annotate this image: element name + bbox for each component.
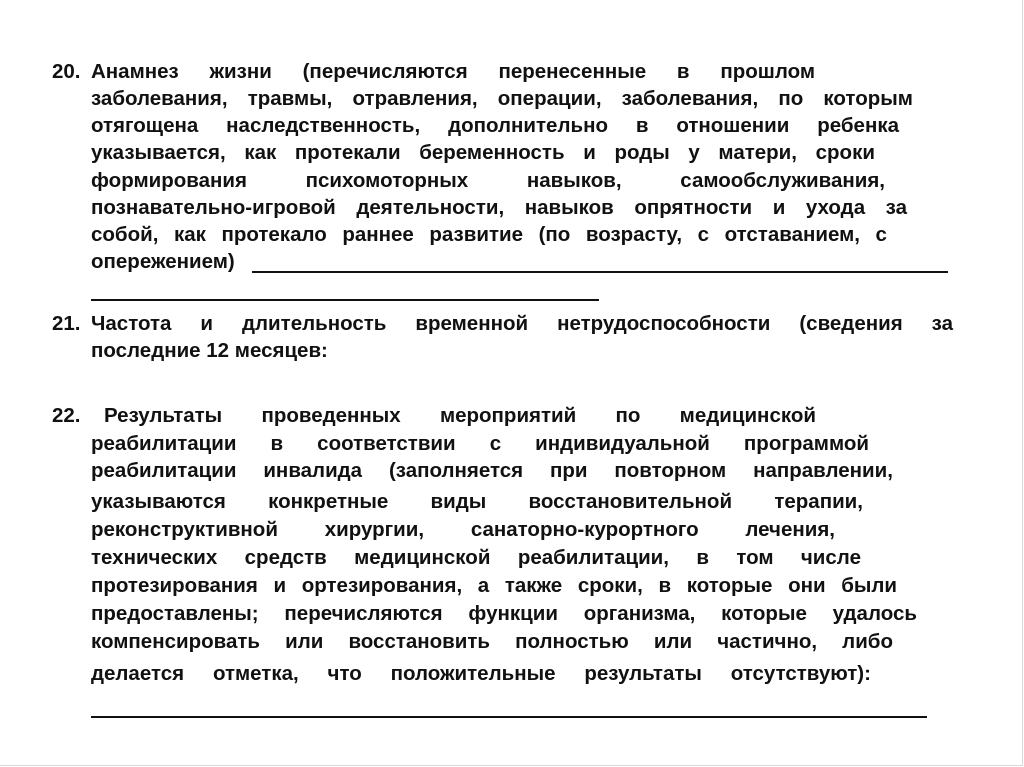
word: беременность <box>419 141 565 164</box>
word: в <box>676 60 690 83</box>
word: временной <box>415 312 529 335</box>
word: отставанием, <box>724 223 860 246</box>
word: у <box>688 141 700 164</box>
word: опережением) <box>91 250 235 273</box>
word: и <box>200 312 214 335</box>
word: частично, <box>717 630 818 653</box>
word: развитие <box>429 223 523 246</box>
word: познавательно-игровой <box>91 196 336 219</box>
word: восстановительной <box>528 490 733 513</box>
word: ортезирования, <box>301 574 463 597</box>
answer-line-20a[interactable] <box>252 271 948 273</box>
word: последние 12 месяцев: <box>91 339 328 362</box>
word: наследственность, <box>226 114 421 137</box>
word: технических <box>91 546 218 569</box>
word: и <box>583 141 596 164</box>
word: отягощена <box>91 114 199 137</box>
word: а <box>477 574 490 597</box>
item-20-line-3 <box>91 113 899 139</box>
word: формирования <box>91 169 247 192</box>
word: или <box>285 630 324 653</box>
item-22-line-1 <box>104 403 816 429</box>
word: положительные <box>390 662 556 685</box>
item-22-line-8 <box>91 601 917 627</box>
word: конкретные <box>268 490 389 513</box>
word: виды <box>430 490 487 513</box>
word: указываются <box>91 490 226 513</box>
word: за <box>885 196 907 219</box>
item-22-line-5 <box>91 517 835 543</box>
word: терапии, <box>774 490 863 513</box>
word: восстановить <box>348 630 491 653</box>
word: психомоторных <box>305 169 469 192</box>
item-20-line-4 <box>91 140 875 166</box>
word: (перечисляются <box>302 60 468 83</box>
word: в <box>696 546 709 569</box>
item-22-line-7 <box>91 573 897 599</box>
word: соответствии <box>317 432 456 455</box>
word: программой <box>743 432 869 455</box>
word: навыков <box>524 196 614 219</box>
word: нетрудоспособности <box>557 312 771 335</box>
word: либо <box>842 630 893 653</box>
word: по <box>778 87 804 110</box>
item-22-line-6 <box>91 545 861 571</box>
word: удалось <box>832 602 917 625</box>
word: том <box>736 546 774 569</box>
item-20-line-5 <box>91 168 885 194</box>
word: повторном <box>614 459 727 482</box>
item-20-number: 20. <box>52 60 81 83</box>
word: в <box>635 114 649 137</box>
item-21-number: 21. <box>52 312 81 335</box>
word: перечисляются <box>284 602 443 625</box>
item-22-line-3 <box>91 458 893 484</box>
word: раннее <box>342 223 414 246</box>
word: заболевания, <box>91 87 228 110</box>
word: полностью <box>515 630 629 653</box>
word: дополнительно <box>448 114 608 137</box>
item-20-line-2 <box>91 86 913 112</box>
word: или <box>653 630 693 653</box>
word: которые <box>721 602 807 625</box>
word: реабилитации <box>91 459 237 482</box>
word: направлении, <box>753 459 893 482</box>
word: Анамнез <box>91 60 179 83</box>
item-21-line-1 <box>91 311 953 337</box>
word: которым <box>823 87 913 110</box>
word: инвалида <box>263 459 363 482</box>
word: собой, <box>91 223 159 246</box>
word: компенсировать <box>91 630 260 653</box>
word: отсутствуют): <box>730 662 871 685</box>
word: протекало <box>221 223 327 246</box>
word: организма, <box>583 602 696 625</box>
item-21-line-2 <box>91 338 328 364</box>
word: при <box>549 459 588 482</box>
word: отметка, <box>212 662 299 685</box>
answer-line-20b[interactable] <box>91 299 599 301</box>
item-20-line-8 <box>91 249 235 275</box>
item-22-line-10 <box>91 661 871 687</box>
word: (сведения <box>799 312 903 335</box>
word: как <box>173 223 206 246</box>
word: с <box>875 223 887 246</box>
word: Результаты <box>104 404 223 427</box>
word: жизни <box>209 60 272 83</box>
item-22-line-2 <box>91 431 869 457</box>
word: были <box>841 574 897 597</box>
word: возрасту, <box>585 223 683 246</box>
word: как <box>244 141 277 164</box>
word: деятельности, <box>356 196 505 219</box>
word: и <box>273 574 287 597</box>
item-22-line-9 <box>91 629 893 655</box>
word: проведенных <box>261 404 401 427</box>
item-22-number: 22. <box>52 404 81 427</box>
answer-line-22[interactable] <box>91 716 927 718</box>
word: делается <box>91 662 185 685</box>
word: мероприятий <box>439 404 577 427</box>
word: по <box>615 404 641 427</box>
word: Частота <box>91 312 172 335</box>
word: функции <box>468 602 558 625</box>
word: хирургии, <box>324 518 425 541</box>
word: которые <box>686 574 773 597</box>
word: санаторно-курортного <box>470 518 699 541</box>
word: протезирования <box>91 574 258 597</box>
word: роды <box>614 141 670 164</box>
word: предоставлены; <box>91 602 259 625</box>
word: что <box>327 662 362 685</box>
word: самообслуживания, <box>680 169 885 192</box>
word: указывается, <box>91 141 226 164</box>
item-20-line-6 <box>91 195 907 221</box>
word: медицинской <box>354 546 491 569</box>
word: числе <box>800 546 861 569</box>
word: отравления, <box>352 87 478 110</box>
word: матери, <box>718 141 797 164</box>
word: ребенка <box>817 114 899 137</box>
word: перенесенные <box>498 60 647 83</box>
word: травмы, <box>247 87 333 110</box>
word: сроки, <box>577 574 643 597</box>
word: также <box>504 574 563 597</box>
word: (по <box>538 223 571 246</box>
word: средств <box>244 546 327 569</box>
item-20-line-1 <box>91 59 815 85</box>
word: в <box>658 574 672 597</box>
word: длительность <box>242 312 387 335</box>
word: прошлом <box>720 60 815 83</box>
word: они <box>788 574 826 597</box>
word: отношении <box>676 114 790 137</box>
word: реабилитации, <box>517 546 669 569</box>
word: и <box>772 196 786 219</box>
word: за <box>931 312 953 335</box>
word: результаты <box>584 662 702 685</box>
item-22-line-4 <box>91 489 863 515</box>
word: с <box>697 223 710 246</box>
item-20-line-7 <box>91 222 887 248</box>
word: опрятности <box>634 196 753 219</box>
word: медицинской <box>679 404 816 427</box>
word: реконструктивной <box>91 518 278 541</box>
word: индивидуальной <box>535 432 710 455</box>
word: операции, <box>497 87 602 110</box>
word: заболевания, <box>621 87 759 110</box>
word: ухода <box>805 196 866 219</box>
word: лечения, <box>745 518 835 541</box>
word: протекали <box>294 141 401 164</box>
word: (заполняется <box>388 459 524 482</box>
word: навыков, <box>526 169 622 192</box>
word: в <box>270 432 284 455</box>
word: с <box>489 432 502 455</box>
word: реабилитации <box>91 432 237 455</box>
word: сроки <box>815 141 875 164</box>
